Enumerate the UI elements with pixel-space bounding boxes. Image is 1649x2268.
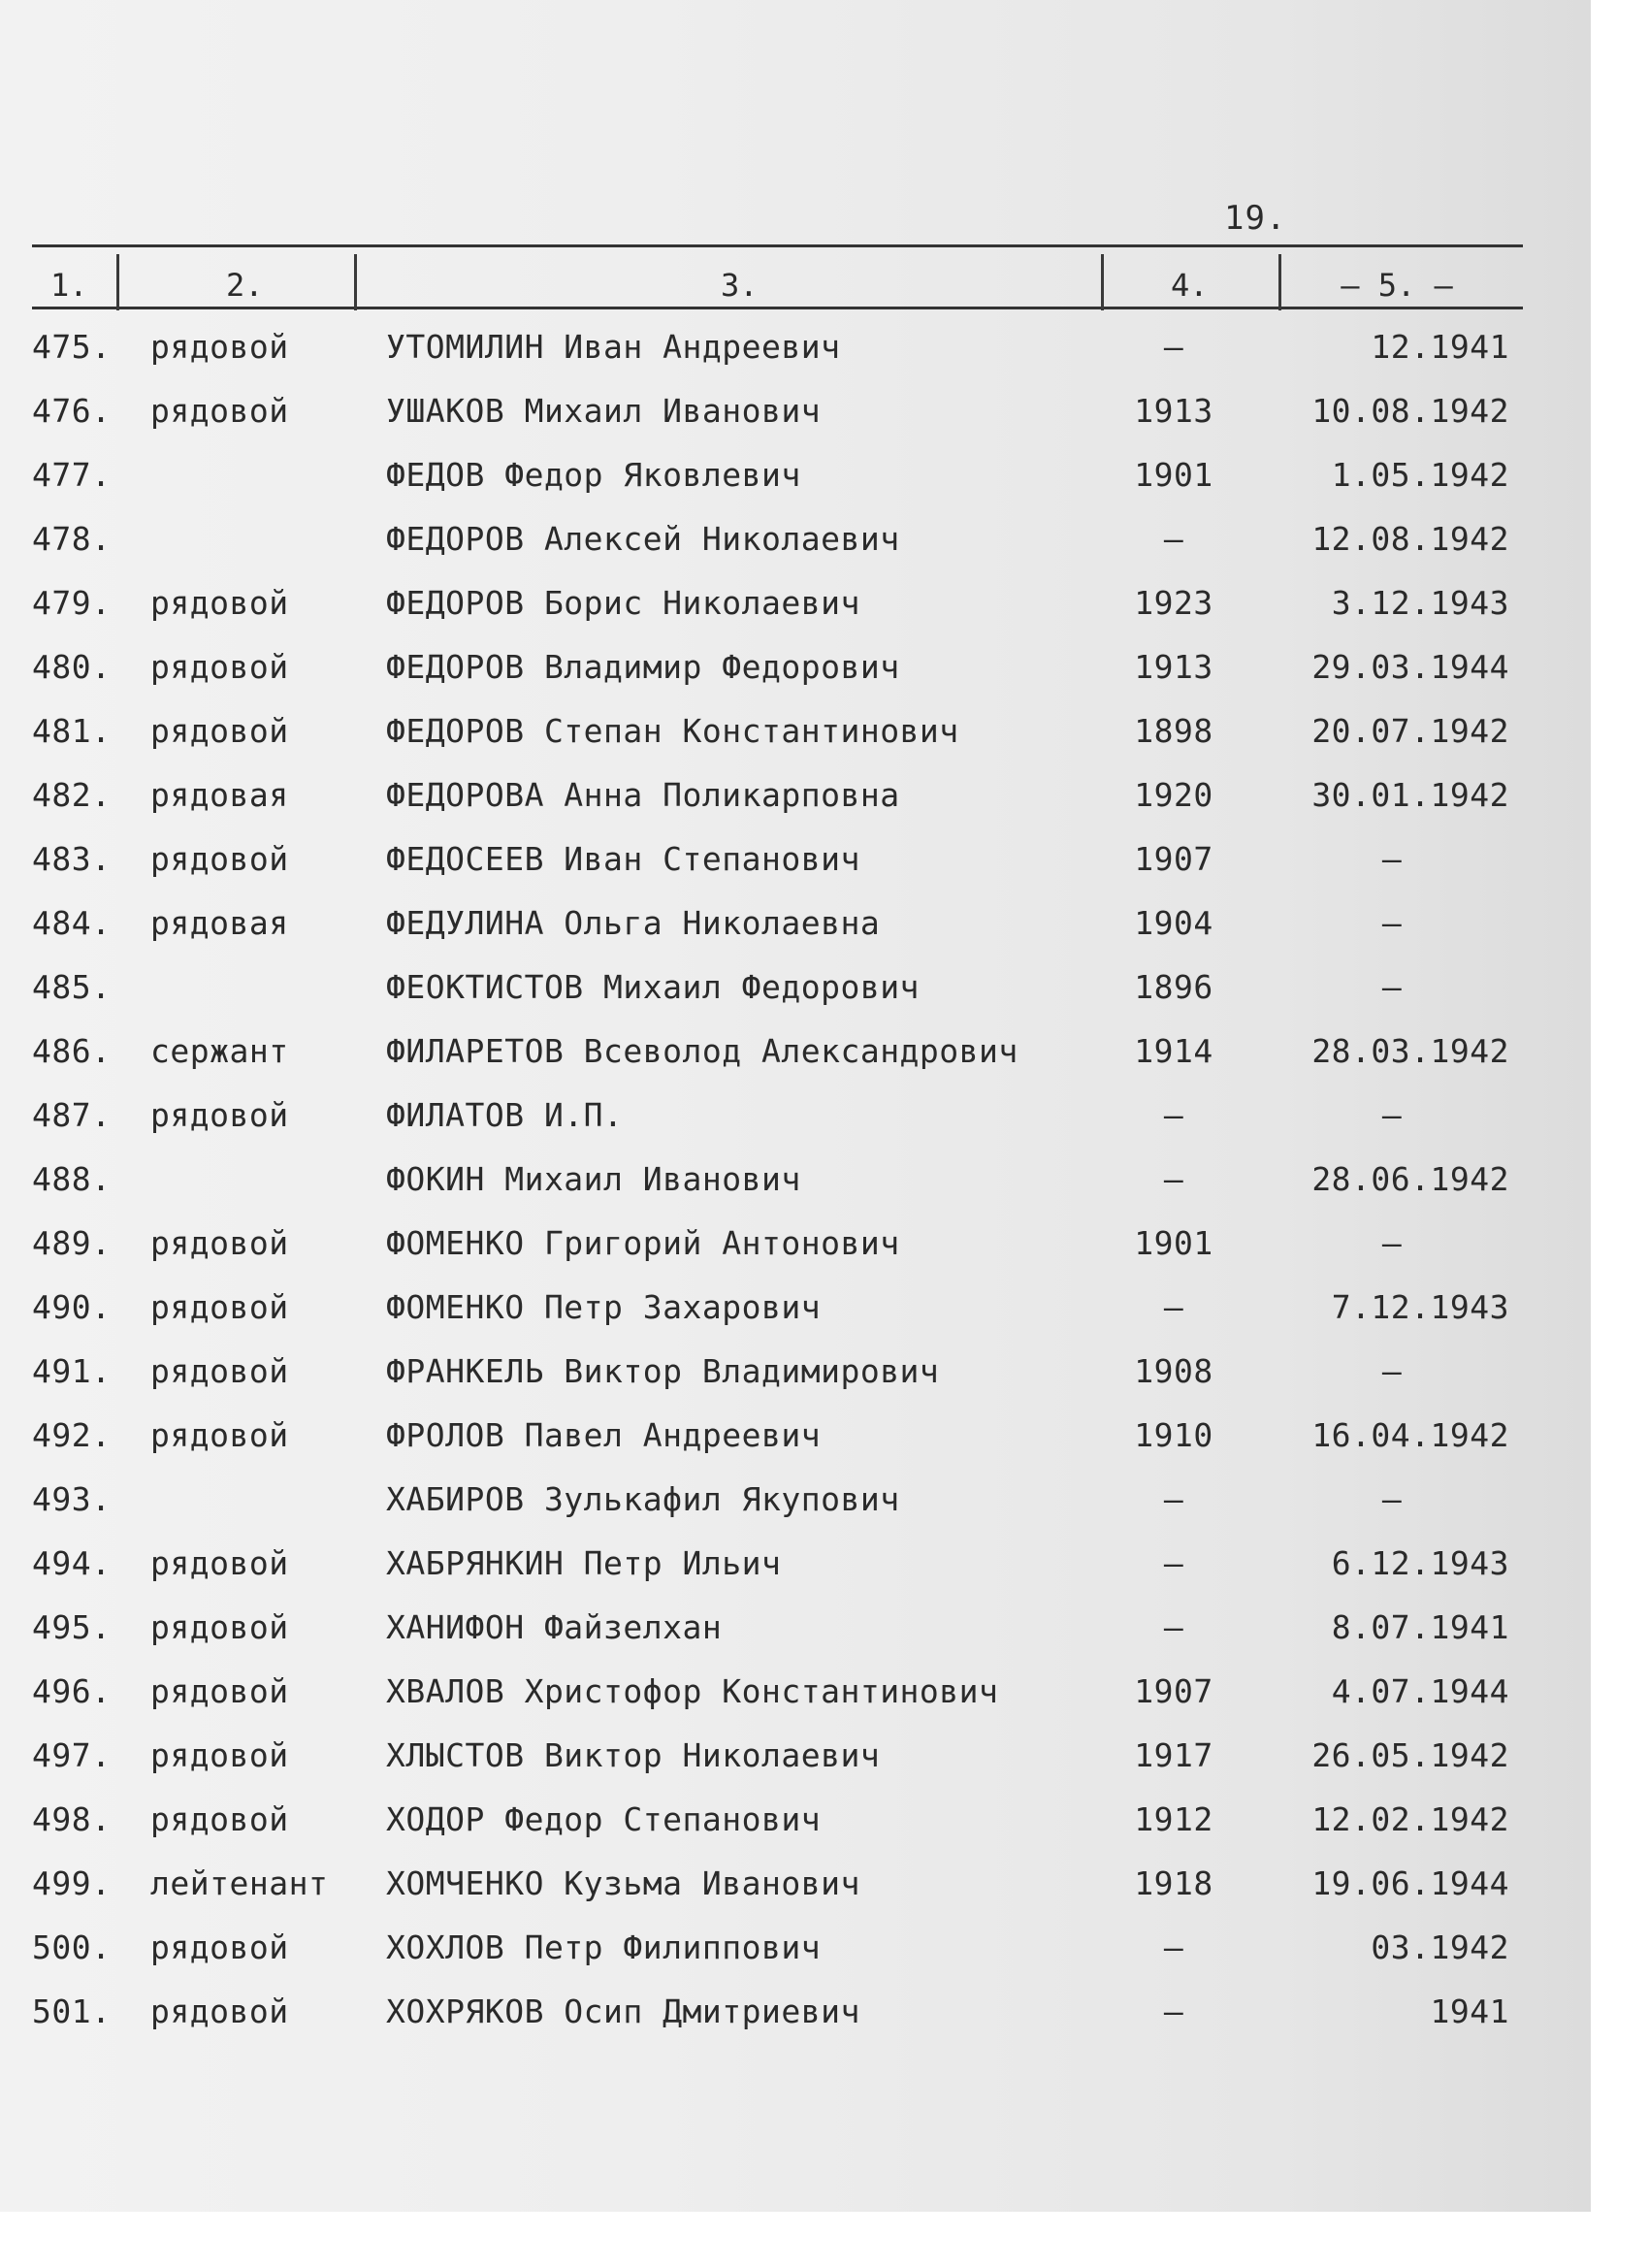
row-number: 488. <box>32 1160 112 1198</box>
header-col-5: — 5. — <box>1341 267 1453 304</box>
row-name: ХОДОР Федор Степанович <box>386 1800 822 1838</box>
row-number: 483. <box>32 840 112 878</box>
row-number: 475. <box>32 328 112 366</box>
table-row <box>0 380 1591 444</box>
row-rank: рядовой <box>150 1416 289 1454</box>
header-col-4: 4. <box>1171 267 1209 304</box>
row-name: УШАКОВ Михаил Иванович <box>386 392 822 430</box>
row-date: – <box>1381 1096 1403 1134</box>
row-date: 19.06.1944 <box>1311 1864 1509 1902</box>
row-birth-year: 1914 <box>1134 1032 1213 1070</box>
table-row <box>0 508 1591 572</box>
row-name: ХАБИРОВ Зулькафил Якупович <box>386 1480 900 1518</box>
row-rank: рядовой <box>150 1544 289 1582</box>
row-number: 489. <box>32 1224 112 1262</box>
row-birth-year: 1917 <box>1134 1736 1213 1774</box>
table-row <box>0 1149 1591 1213</box>
row-rank: рядовой <box>150 584 289 622</box>
table-row <box>0 1533 1591 1597</box>
table-row <box>0 1213 1591 1277</box>
row-number: 492. <box>32 1416 112 1454</box>
row-number: 486. <box>32 1032 112 1070</box>
column-divider <box>1278 254 1281 310</box>
row-date: 28.06.1942 <box>1311 1160 1509 1198</box>
row-birth-year: – <box>1163 1544 1184 1582</box>
table-row <box>0 956 1591 1021</box>
row-name: ФЕДОРОВ Борис Николаевич <box>386 584 860 622</box>
row-date: – <box>1381 1480 1403 1518</box>
row-name: ФОМЕНКО Григорий Антонович <box>386 1224 900 1262</box>
row-number: 498. <box>32 1800 112 1838</box>
table-row <box>0 1981 1591 2045</box>
row-birth-year: 1912 <box>1134 1800 1213 1838</box>
row-birth-year: – <box>1163 1608 1184 1646</box>
row-name: ХВАЛОВ Христофор Константинович <box>386 1672 999 1710</box>
table-row <box>0 444 1591 508</box>
row-name: ХАНИФОН Файзелхан <box>386 1608 723 1646</box>
row-birth-year: – <box>1163 1160 1184 1198</box>
row-rank: рядовой <box>150 1928 289 1966</box>
row-rank: рядовой <box>150 1224 289 1262</box>
row-birth-year: 1901 <box>1134 456 1213 494</box>
row-date: 28.03.1942 <box>1311 1032 1509 1070</box>
row-number: 479. <box>32 584 112 622</box>
header-col-3: 3. <box>721 267 759 304</box>
row-number: 482. <box>32 776 112 814</box>
row-name: ФРОЛОВ Павел Андреевич <box>386 1416 822 1454</box>
row-number: 478. <box>32 520 112 558</box>
row-birth-year: 1920 <box>1134 776 1213 814</box>
table-row <box>0 316 1591 380</box>
row-rank: рядовой <box>150 1736 289 1774</box>
row-number: 501. <box>32 1993 112 2030</box>
table-row <box>0 1021 1591 1085</box>
row-birth-year: 1923 <box>1134 584 1213 622</box>
row-name: ФИЛАТОВ И.П. <box>386 1096 624 1134</box>
table-row <box>0 1469 1591 1533</box>
table-row <box>0 636 1591 700</box>
row-rank: рядовая <box>150 776 289 814</box>
row-name: ХОМЧЕНКО Кузьма Иванович <box>386 1864 860 1902</box>
row-birth-year: – <box>1163 1480 1184 1518</box>
row-number: 485. <box>32 968 112 1006</box>
row-birth-year: 1918 <box>1134 1864 1213 1902</box>
row-date: 12.1941 <box>1371 328 1509 366</box>
row-rank: рядовая <box>150 904 289 942</box>
row-number: 477. <box>32 456 112 494</box>
row-rank: рядовой <box>150 392 289 430</box>
column-divider <box>354 254 357 310</box>
row-date: 4.07.1944 <box>1331 1672 1509 1710</box>
row-rank: сержант <box>150 1032 289 1070</box>
row-number: 490. <box>32 1288 112 1326</box>
row-number: 491. <box>32 1352 112 1390</box>
row-number: 499. <box>32 1864 112 1902</box>
table-row <box>0 1597 1591 1661</box>
table-header-rule <box>32 307 1523 309</box>
row-number: 500. <box>32 1928 112 1966</box>
row-date: 03.1942 <box>1371 1928 1509 1966</box>
row-name: ФРАНКЕЛЬ Виктор Владимирович <box>386 1352 940 1390</box>
row-date: 3.12.1943 <box>1331 584 1509 622</box>
row-rank: рядовой <box>150 1800 289 1838</box>
table-row <box>0 1917 1591 1981</box>
row-name: ФЕДОРОВА Анна Поликарповна <box>386 776 900 814</box>
row-name: ФЕДОРОВ Владимир Федорович <box>386 648 900 686</box>
table-row <box>0 1853 1591 1917</box>
row-birth-year: 1910 <box>1134 1416 1213 1454</box>
row-birth-year: 1896 <box>1134 968 1213 1006</box>
table-row <box>0 1789 1591 1853</box>
row-number: 493. <box>32 1480 112 1518</box>
row-number: 496. <box>32 1672 112 1710</box>
table-row <box>0 764 1591 828</box>
row-birth-year: – <box>1163 1928 1184 1966</box>
row-number: 484. <box>32 904 112 942</box>
table-row <box>0 700 1591 764</box>
row-birth-year: – <box>1163 520 1184 558</box>
row-name: ФЕДОРОВ Степан Константинович <box>386 712 959 750</box>
row-name: ХЛЫСТОВ Виктор Николаевич <box>386 1736 881 1774</box>
table-row <box>0 572 1591 636</box>
row-birth-year: – <box>1163 328 1184 366</box>
row-date: 8.07.1941 <box>1331 1608 1509 1646</box>
column-divider <box>116 254 119 310</box>
row-name: ХОХЛОВ Петр Филиппович <box>386 1928 822 1966</box>
row-number: 487. <box>32 1096 112 1134</box>
row-birth-year: 1907 <box>1134 840 1213 878</box>
row-name: ХОХРЯКОВ Осип Дмитриевич <box>386 1993 860 2030</box>
row-rank: рядовой <box>150 1608 289 1646</box>
row-number: 494. <box>32 1544 112 1582</box>
scan-margin <box>0 2212 1649 2268</box>
row-rank: рядовой <box>150 1672 289 1710</box>
row-date: 16.04.1942 <box>1311 1416 1509 1454</box>
row-birth-year: 1898 <box>1134 712 1213 750</box>
row-date: 26.05.1942 <box>1311 1736 1509 1774</box>
row-birth-year: 1907 <box>1134 1672 1213 1710</box>
row-name: ФИЛАРЕТОВ Всеволод Александрович <box>386 1032 1018 1070</box>
table-row <box>0 1405 1591 1469</box>
row-rank: рядовой <box>150 1993 289 2030</box>
header-col-1: 1. <box>50 267 88 304</box>
row-birth-year: 1901 <box>1134 1224 1213 1262</box>
table-row <box>0 828 1591 892</box>
row-date: 1941 <box>1430 1993 1509 2030</box>
table-row <box>0 1085 1591 1149</box>
table-row <box>0 1277 1591 1341</box>
row-date: 6.12.1943 <box>1331 1544 1509 1582</box>
row-rank: рядовой <box>150 1352 289 1390</box>
row-birth-year: 1913 <box>1134 392 1213 430</box>
table-row <box>0 1725 1591 1789</box>
row-birth-year: – <box>1163 1096 1184 1134</box>
row-number: 480. <box>32 648 112 686</box>
row-rank: рядовой <box>150 328 289 366</box>
row-rank: рядовой <box>150 1288 289 1326</box>
row-rank: рядовой <box>150 1096 289 1134</box>
row-rank: лейтенант <box>150 1864 329 1902</box>
row-birth-year: – <box>1163 1288 1184 1326</box>
row-birth-year: 1908 <box>1134 1352 1213 1390</box>
row-date: – <box>1381 968 1403 1006</box>
table-row <box>0 1341 1591 1405</box>
row-rank: рядовой <box>150 648 289 686</box>
row-date: – <box>1381 1352 1403 1390</box>
table-top-rule <box>32 244 1523 247</box>
row-name: ФЕДОВ Федор Яковлевич <box>386 456 801 494</box>
row-birth-year: 1913 <box>1134 648 1213 686</box>
row-name: ФЕОКТИСТОВ Михаил Федорович <box>386 968 920 1006</box>
row-date: 12.02.1942 <box>1311 1800 1509 1838</box>
row-birth-year: 1904 <box>1134 904 1213 942</box>
row-name: ФЕДУЛИНА Ольга Николаевна <box>386 904 881 942</box>
row-date: 1.05.1942 <box>1331 456 1509 494</box>
row-date: 29.03.1944 <box>1311 648 1509 686</box>
row-date: 30.01.1942 <box>1311 776 1509 814</box>
row-name: ФЕДОРОВ Алексей Николаевич <box>386 520 900 558</box>
row-name: ФОКИН Михаил Иванович <box>386 1160 801 1198</box>
row-birth-year: – <box>1163 1993 1184 2030</box>
row-rank: рядовой <box>150 840 289 878</box>
row-number: 495. <box>32 1608 112 1646</box>
header-col-2: 2. <box>226 267 264 304</box>
row-number: 497. <box>32 1736 112 1774</box>
row-number: 481. <box>32 712 112 750</box>
row-name: ФЕДОСЕЕВ Иван Степанович <box>386 840 860 878</box>
row-date: 10.08.1942 <box>1311 392 1509 430</box>
table-row <box>0 1661 1591 1725</box>
row-date: – <box>1381 904 1403 942</box>
row-name: ХАБРЯНКИН Петр Ильич <box>386 1544 782 1582</box>
column-divider <box>1101 254 1104 310</box>
row-rank: рядовой <box>150 712 289 750</box>
row-date: – <box>1381 840 1403 878</box>
row-date: 12.08.1942 <box>1311 520 1509 558</box>
row-name: УТОМИЛИН Иван Андреевич <box>386 328 841 366</box>
row-date: 7.12.1943 <box>1331 1288 1509 1326</box>
row-date: 20.07.1942 <box>1311 712 1509 750</box>
row-number: 476. <box>32 392 112 430</box>
page-number: 19. <box>1224 199 1287 238</box>
row-date: – <box>1381 1224 1403 1262</box>
table-row <box>0 892 1591 956</box>
row-name: ФОМЕНКО Петр Захарович <box>386 1288 822 1326</box>
